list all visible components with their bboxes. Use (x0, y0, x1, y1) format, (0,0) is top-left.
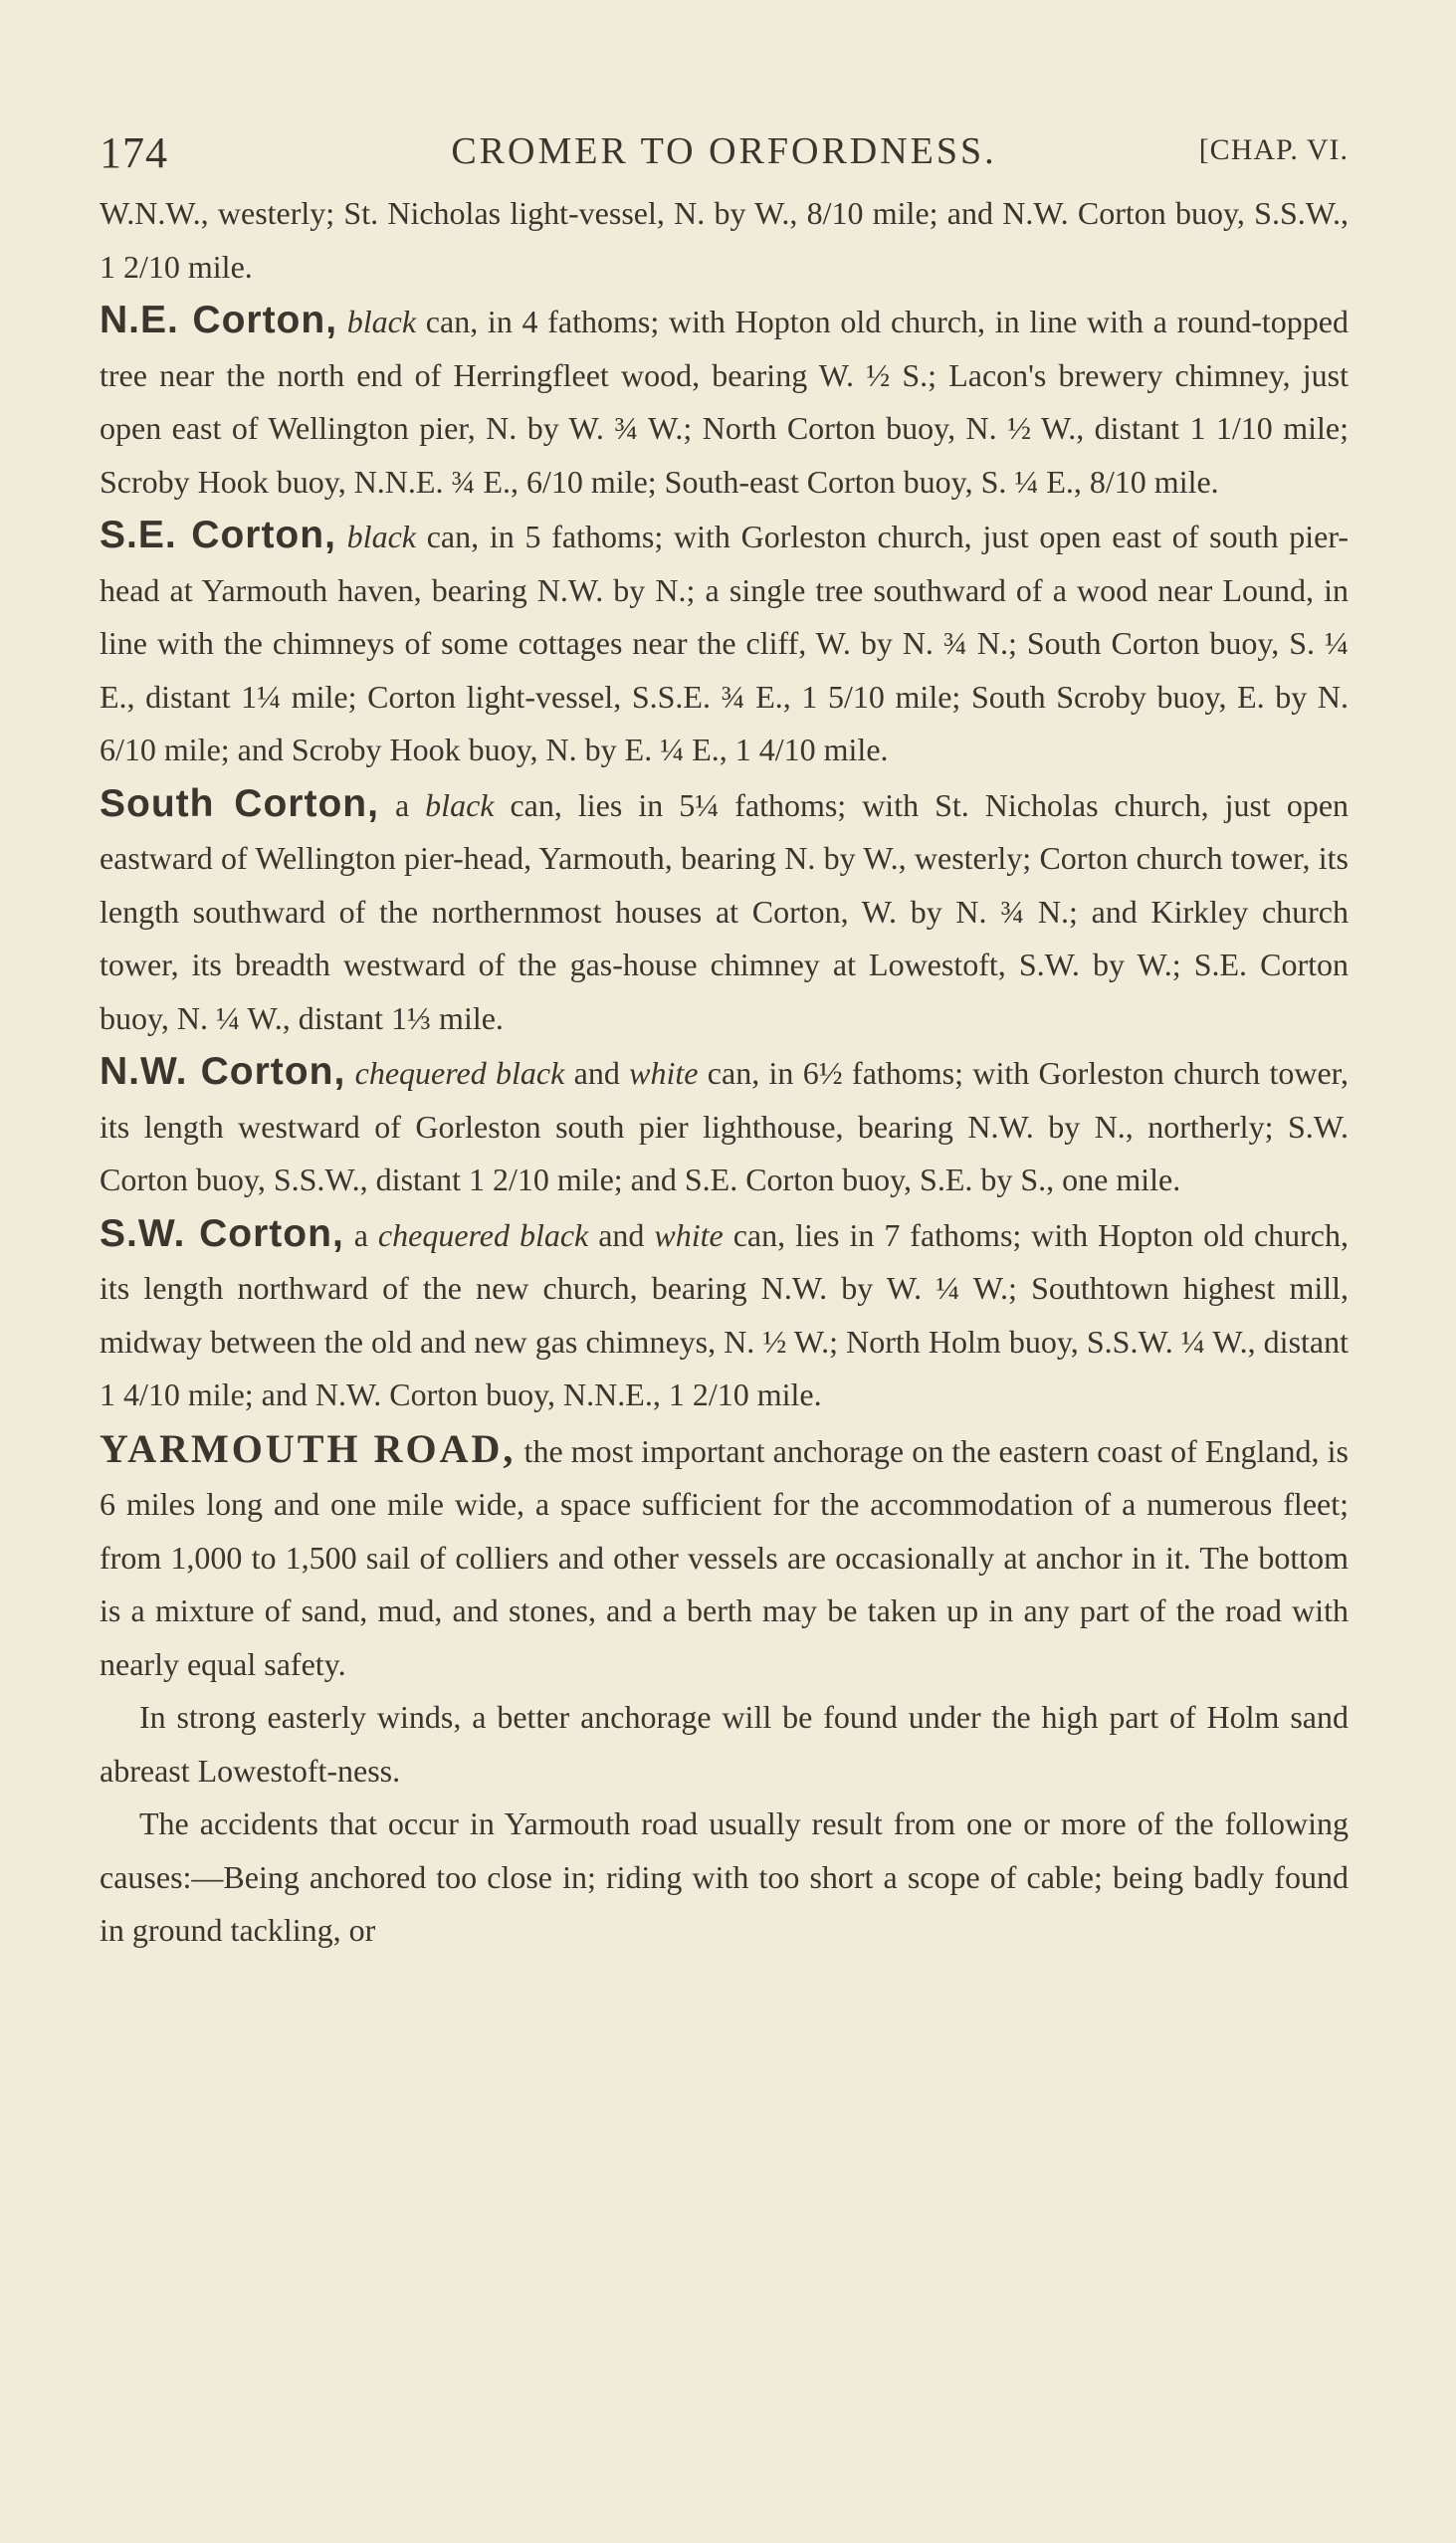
section-text: the most important anchorage on the eastern coast of England, is 6 miles long and one mile wide, a space sufficient for the accommodation of a numerous fleet; from 1,000 to 1,500 sail of colliers and other vessels are occasionally at anchor in it. The bottom is a mixture of sand, mud, and stones, and a berth may be taken up in any part of the road with nearly equal safety. (100, 1432, 1350, 1682)
entry-text: can, lies in 5¼ fathoms; with St. Nicholas church, just open eastward of Wellington pier-head, Yarmouth, bearing N. by W., westerly; Corton church tower, its length southward of the northernmost houses at Corton, W. by N. ¾ N.; and Kirkley church tower, its breadth westward of the gas-house chimney at Lowestoft, S.W. by W.; S.E. Corton buoy, N. ¼ W., distant 1⅓ mile. (100, 786, 1350, 1036)
paragraph-text: In strong easterly winds, a better anchorage will be found under the high part of Holm sand abreast Lowestoft-ness. (100, 1699, 1349, 1789)
entry-prefix: a (343, 1216, 378, 1253)
running-title: CROMER TO ORFORDNESS. (451, 130, 997, 172)
entry-text: can, in 4 fathoms; with Hopton old church, in line with a round-topped tree near the north end of Herringfleet wood, bearing W. ½ S.; Lacon's brewery chimney, just open east of Wellington pier, N. by W. ¾ W.; North Corton buoy, N. ½ W., distant 1 1/10 mile; Scroby Hook buoy, N.N.E. ¾ E., 6/10 mile; South-east Corton buoy, S. ¼ E., 8/10 mile. (100, 304, 1350, 500)
paragraph-text: W.N.W., westerly; St. Nicholas light-vessel, N. by W., 8/10 mile; and N.W. Corton buoy, S.S.W., 1 2/10 mile. (100, 195, 1349, 285)
entry-heading: N.E. Corton, (100, 299, 338, 341)
entry-emphasis: chequered black (377, 1216, 589, 1253)
entry-emphasis: black (425, 786, 495, 823)
paragraph-text: The accidents that occur in Yarmouth road usually result from one or more of the following causes:—Being anchored too close in; riding with too short a scope of cable; being badly found in ground tackling, or (100, 1805, 1349, 1948)
body-text (100, 187, 1349, 1958)
entry-text: can, lies in 7 fathoms; with Hopton old church, its length northward of the new church, bearing N.W. by W. ¼ W.; Southtown highest mill, midway between the old and new gas chimneys, N. ½ W.; North Holm buoy, S.S.W. ¼ W., distant 1 4/10 mile; and N.W. Corton buoy, N.N.E., 1 2/10 mile. (100, 1216, 1350, 1412)
entry-conjunction: and (588, 1216, 655, 1253)
section-yarmouth-road (100, 1422, 1349, 1692)
section-heading: YARMOUTH ROAD, (100, 1425, 517, 1471)
buoy-entry-se-corton (100, 509, 1349, 777)
entry-text: can, in 6½ fathoms; with Gorleston church tower, its length westward of Gorleston south pier lighthouse, bearing N.W. by N., northerly; S.W. Corton buoy, S.S.W., distant 1 2/10 mile; and S.E. Corton buoy, S.E. by S., one mile. (100, 1055, 1350, 1197)
entry-heading: S.W. Corton, (100, 1211, 344, 1255)
entry-conjunction: and (564, 1055, 630, 1091)
entry-heading: S.E. Corton, (100, 514, 336, 556)
chapter-marker: [CHAP. VI. (1198, 133, 1349, 166)
running-header (100, 117, 1349, 187)
entry-prefix: a (378, 786, 426, 823)
buoy-entry-ne-corton (100, 294, 1349, 509)
page (100, 117, 1349, 1958)
entry-heading: South Corton, (100, 781, 379, 825)
buoy-entry-nw-corton (100, 1045, 1349, 1207)
entry-heading: N.W. Corton, (100, 1050, 346, 1093)
entry-text: can, in 5 fathoms; with Gorleston church, just open east of south pier-head at Yarmouth haven, bearing N.W. by N.; a single tree southward of a wood near Lound, in line with the chimneys of some cottages near the cliff, W. by N. ¾ N.; South Corton buoy, S. ¼ E., distant 1¼ mile; Corton light-vessel, S.S.E. ¾ E., 1 5/10 mile; South Scroby buoy, E. by N. 6/10 mile; and Scroby Hook buoy, N. by E. ¼ E., 1 4/10 mile. (100, 519, 1350, 767)
paragraph-accidents (100, 1798, 1349, 1958)
entry-emphasis: black (346, 519, 416, 554)
entry-emphasis: black (346, 304, 417, 339)
paragraph-continuation (100, 187, 1349, 294)
page-number: 174 (100, 128, 168, 177)
entry-emphasis: chequered black (354, 1055, 565, 1091)
entry-emphasis-2: white (654, 1216, 724, 1253)
paragraph-anchorage (100, 1691, 1349, 1798)
buoy-entry-south-corton (100, 777, 1349, 1046)
entry-emphasis-2: white (629, 1055, 699, 1091)
buoy-entry-sw-corton (100, 1207, 1349, 1422)
